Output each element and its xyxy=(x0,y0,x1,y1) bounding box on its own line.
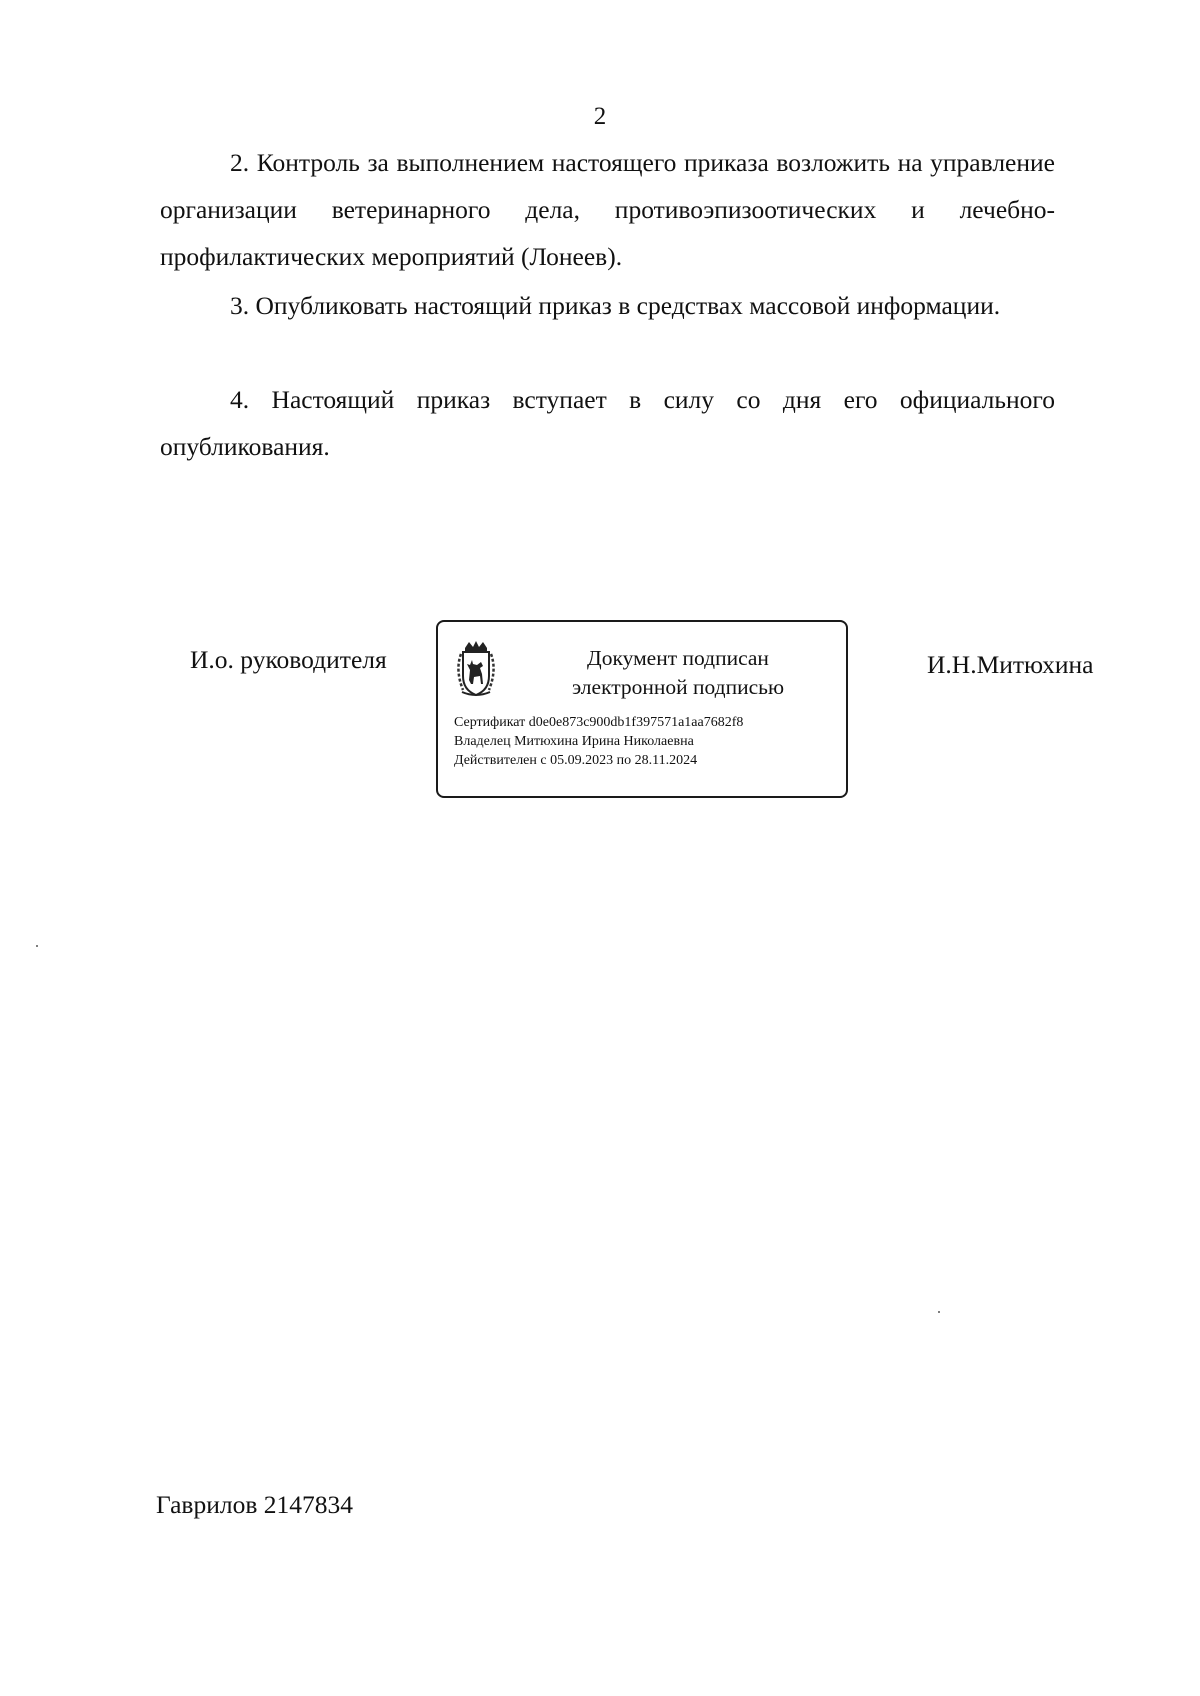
coat-of-arms-icon xyxy=(453,640,499,698)
executor-note: Гаврилов 2147834 xyxy=(156,1490,354,1519)
stamp-certificate: Сертификат d0e0e873c900db1f397571a1aa7682f8 xyxy=(454,715,744,730)
stamp-owner: Владелец Митюхина Ирина Николаевна xyxy=(454,734,694,749)
paragraph-4: 4. Настоящий приказ вступает в силу со дня его официального опубликования. xyxy=(160,385,1055,461)
paragraph-3: 3. Опубликовать настоящий приказ в средствах массовой информации. xyxy=(230,291,1001,320)
signatory-name: И.Н.Митюхина xyxy=(927,650,1094,679)
scan-speck xyxy=(36,945,38,947)
scan-speck xyxy=(938,1311,940,1313)
stamp-title-line-2: электронной подписью xyxy=(571,675,785,699)
paragraph-2: 2. Контроль за выполнением настоящего приказа возложить на управление организации ветеринарного дела, противоэпизоотических и лечебно-профилактических мероприятий (Лонеев). xyxy=(160,148,1055,271)
stamp-title xyxy=(518,644,838,702)
signatory-role: И.о. руководителя xyxy=(190,645,387,674)
stamp-title-line-1: Документ подписан xyxy=(587,646,769,670)
stamp-validity: Действителен с 05.09.2023 по 28.11.2024 xyxy=(454,753,698,768)
electronic-signature-stamp xyxy=(436,620,848,798)
page-number: 2 xyxy=(593,103,607,130)
